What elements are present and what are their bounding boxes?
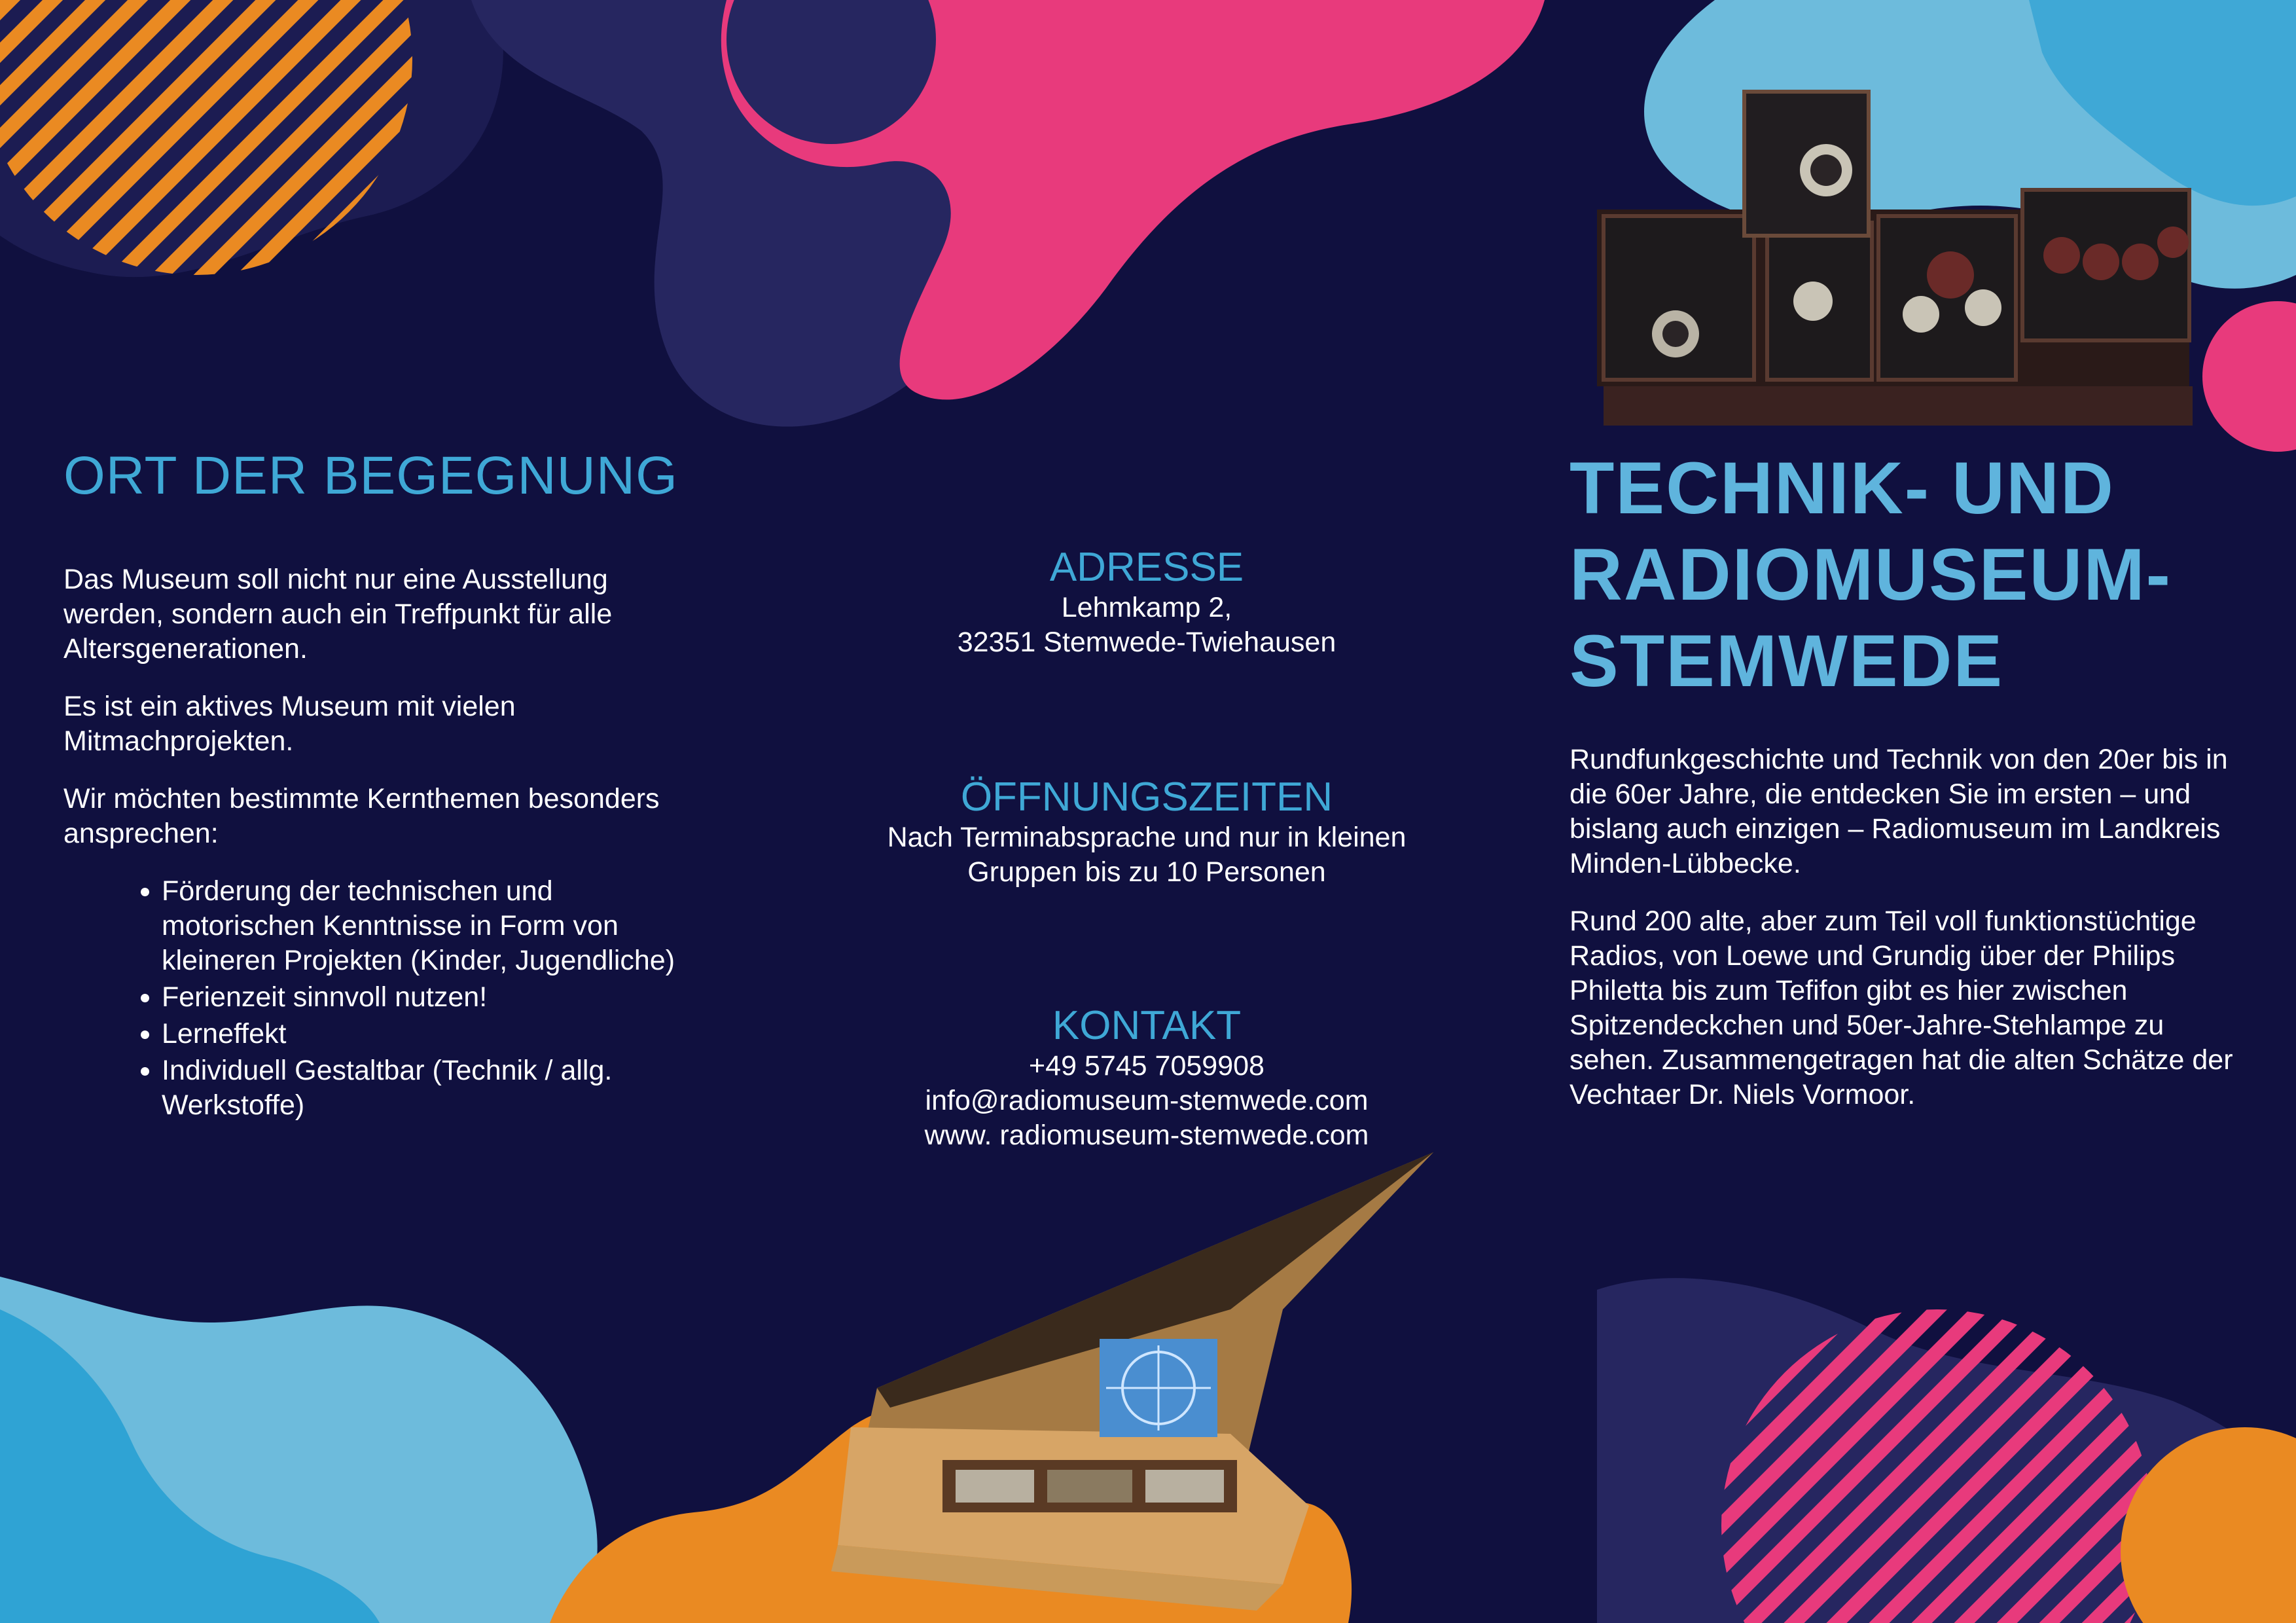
opening-hours-heading: ÖFFNUNGSZEITEN [960, 775, 1333, 820]
museum-title-line: STEMWEDE [1570, 620, 2004, 702]
museum-title-line: RADIOMUSEUM- [1570, 534, 2172, 615]
core-topics-list [63, 874, 711, 1123]
opening-hours-line: Gruppen bis zu 10 Personen [967, 856, 1326, 888]
paragraph: Rund 200 alte, aber zum Teil voll funktionstüchtige Radios, von Loewe und Grundig über der Philips Philetta bis zum Tefifon gibt es hier zwischen Spitzendeckchen und 50er-Jahre-Stehlampe zu sehen. Zusammengetragen hat die alten Schätze der Vechtaer Dr. Niels Vormoor. [1570, 905, 2233, 1110]
list-item: • Ferienzeit sinnvoll nutzen! [162, 980, 711, 1015]
contact-heading: KONTAKT [1052, 1003, 1242, 1048]
contact-phone[interactable]: +49 5745 7059908 [1029, 1050, 1265, 1082]
paragraph: Wir möchten bestimmte Kernthemen besonders ansprechen: [63, 783, 660, 849]
opening-hours-line: Nach Terminabsprache und nur in kleinen [887, 822, 1407, 853]
address-line: 32351 Stemwede-Twiehausen [957, 627, 1336, 658]
contact-section [812, 1003, 1482, 1153]
right-panel [1570, 445, 2250, 1135]
museum-title-line: TECHNIK- UND [1570, 447, 2115, 529]
museum-title [1570, 445, 2250, 704]
address-line: Lehmkamp 2, [1061, 592, 1232, 623]
paragraph: Es ist ein aktives Museum mit vielen Mitmachprojekten. [63, 691, 516, 757]
list-item: • Individuell Gestaltbar (Technik / allg. Werkstoffe) [162, 1053, 711, 1123]
paragraph: Rundfunkgeschichte und Technik von den 20er bis in die 60er Jahre, die entdecken Sie im ersten – und bislang auch einzigen – Radiomuseum im Landkreis Minden-Lübbecke. [1570, 744, 2228, 879]
paragraph: Das Museum soll nicht nur eine Ausstellung werden, sondern auch ein Treffpunkt für alle Altersgenerationen. [63, 564, 613, 665]
section-heading-meeting-place: ORT DER BEGEGNUNG [63, 446, 678, 505]
left-panel [63, 445, 711, 1125]
list-item: • Förderung der technischen und motorischen Kenntnisse in Form von kleineren Projekten (Kinder, Jugendliche) [162, 874, 711, 978]
list-item: • Lerneffekt [162, 1017, 711, 1051]
contact-email[interactable]: info@radiomuseum-stemwede.com [925, 1085, 1369, 1116]
address-heading: ADRESSE [1049, 545, 1244, 590]
contact-website[interactable]: www. radiomuseum-stemwede.com [924, 1120, 1369, 1151]
address-section [812, 545, 1482, 660]
opening-hours-section [812, 775, 1482, 890]
